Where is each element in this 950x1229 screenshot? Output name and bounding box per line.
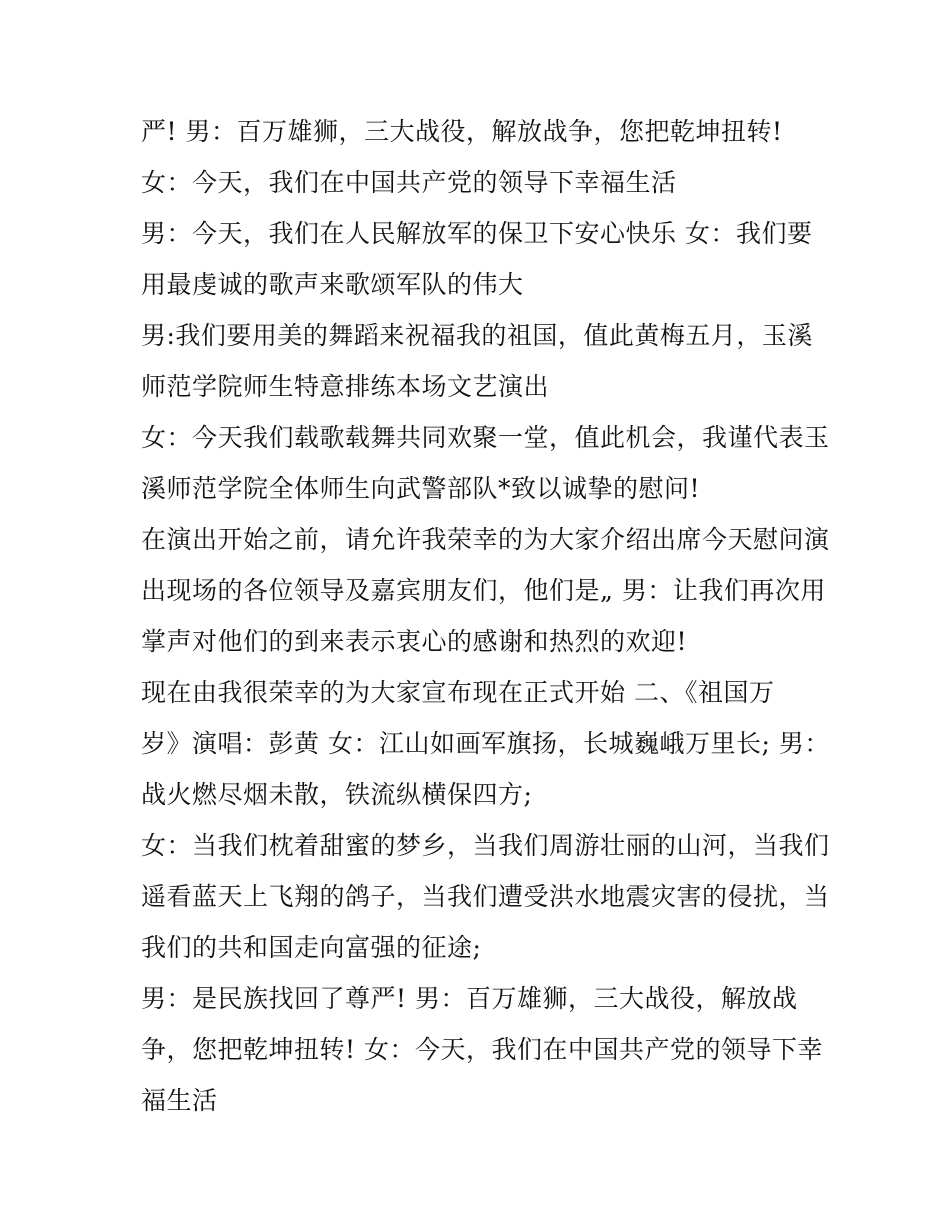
text-line: 女：今天我们载歌载舞共同欢聚一堂，值此机会，我谨代表玉 bbox=[141, 423, 830, 452]
text-line: 福生活 bbox=[141, 1086, 218, 1115]
text-line: 严! 男：百万雄狮，三大战役，解放战争，您把乾坤扭转! bbox=[141, 117, 783, 146]
text-line: 争，您把乾坤扭转! 女：今天，我们在中国共产党的领导下幸 bbox=[141, 1035, 823, 1064]
text-line: 我们的共和国走向富强的征途; bbox=[141, 933, 482, 962]
text-line: 男:我们要用美的舞蹈来祝福我的祖国，值此黄梅五月，玉溪 bbox=[141, 321, 813, 350]
text-line: 出现场的各位领导及嘉宾朋友们，他们是„ 男：让我们再次用 bbox=[141, 576, 826, 605]
text-line: 岁》演唱：彭黄 女：江山如画军旗扬，长城巍峨万里长; 男： bbox=[141, 729, 830, 758]
text-line: 女：今天，我们在中国共产党的领导下幸福生活 bbox=[141, 168, 677, 197]
text-line: 女：当我们枕着甜蜜的梦乡，当我们周游壮丽的山河，当我们 bbox=[141, 831, 830, 860]
text-line: 男：今天，我们在人民解放军的保卫下安心快乐 女：我们要 bbox=[141, 219, 813, 248]
text-line: 现在由我很荣幸的为大家宣布现在正式开始 二、《祖国万 bbox=[141, 678, 775, 707]
text-line: 溪师范学院全体师生向武警部队*致以诚挚的慰问! bbox=[141, 474, 701, 503]
text-line: 在演出开始之前，请允许我荣幸的为大家介绍出席今天慰问演 bbox=[141, 525, 830, 554]
text-line: 男：是民族找回了尊严! 男：百万雄狮，三大战役，解放战 bbox=[141, 984, 798, 1013]
text-line: 师范学院师生特意排练本场文艺演出 bbox=[141, 372, 550, 401]
text-line: 掌声对他们的到来表示衷心的感谢和热烈的欢迎! bbox=[141, 627, 688, 656]
document-body bbox=[141, 110, 831, 1130]
text-line: 遥看蓝天上飞翔的鸽子，当我们遭受洪水地震灾害的侵扰，当 bbox=[141, 882, 830, 911]
text-line: 战火燃尽烟未散，铁流纵横保四方; bbox=[141, 780, 533, 809]
text-line: 用最虔诚的歌声来歌颂军队的伟大 bbox=[141, 270, 524, 299]
